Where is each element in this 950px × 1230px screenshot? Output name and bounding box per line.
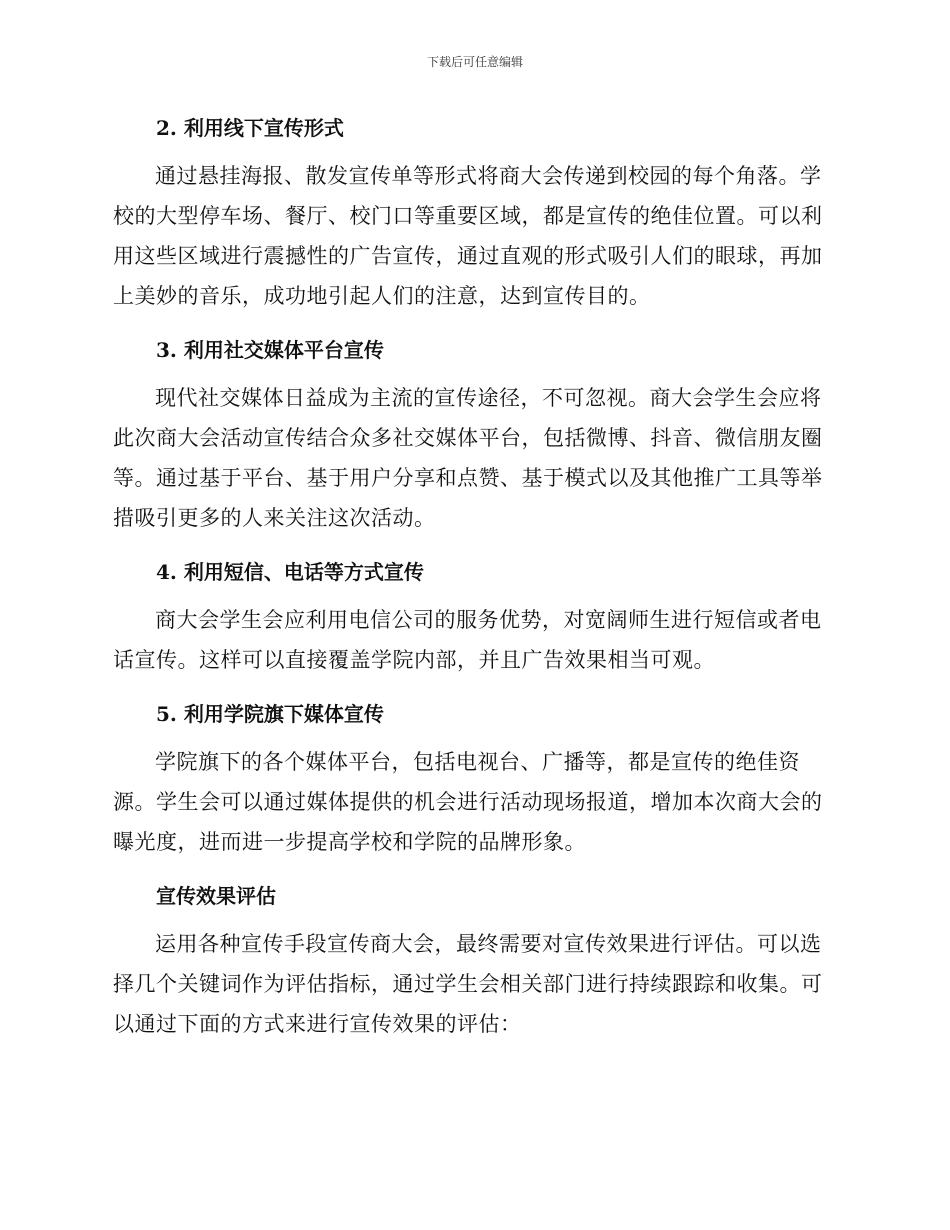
- section-heading-sms-phone: 4. 利用短信、电话等方式宣传: [156, 560, 424, 584]
- section-heading-social-media: 3. 利用社交媒体平台宣传: [156, 338, 384, 362]
- section-paragraph-social-media: 现代社交媒体日益成为主流的宣传途径，不可忽视。商大会学生会应将此次商大会活动宣传结合众多社交媒体平台，包括微博、抖音、微信朋友圈等。通过基于平台、基于用户分享和点赞、基于模式以及其他推广工具等举措吸引更多的人来关注这次活动。: [113, 386, 823, 530]
- page-header: 下载后可任意编辑: [426, 55, 523, 69]
- section-heading-evaluation: 宣传效果评估: [156, 884, 276, 908]
- document-body: [113, 112, 833, 1044]
- section-paragraph-evaluation: 运用各种宣传手段宣传商大会，最终需要对宣传效果进行评估。可以选择几个关键词作为评估指标，通过学生会相关部门进行持续跟踪和收集。可以通过下面的方式来进行宣传效果的评估：: [113, 932, 823, 1036]
- section-heading-offline: 2. 利用线下宣传形式: [156, 116, 344, 140]
- section-paragraph-offline: 通过悬挂海报、散发宣传单等形式将商大会传递到校园的每个角落。学校的大型停车场、餐厅、校门口等重要区域，都是宣传的绝佳位置。可以利用这些区域进行震撼性的广告宣传，通过直观的形式吸引人们的眼球，再加上美妙的音乐，成功地引起人们的注意，达到宣传目的。: [113, 164, 823, 308]
- section-paragraph-college-media: 学院旗下的各个媒体平台，包括电视台、广播等，都是宣传的绝佳资源。学生会可以通过媒体提供的机会进行活动现场报道，增加本次商大会的曝光度，进而进一步提高学校和学院的品牌形象。: [113, 750, 823, 854]
- section-paragraph-sms-phone: 商大会学生会应利用电信公司的服务优势，对宽阔师生进行短信或者电话宣传。这样可以直接覆盖学院内部，并且广告效果相当可观。: [113, 608, 822, 672]
- section-heading-college-media: 5. 利用学院旗下媒体宣传: [156, 702, 384, 726]
